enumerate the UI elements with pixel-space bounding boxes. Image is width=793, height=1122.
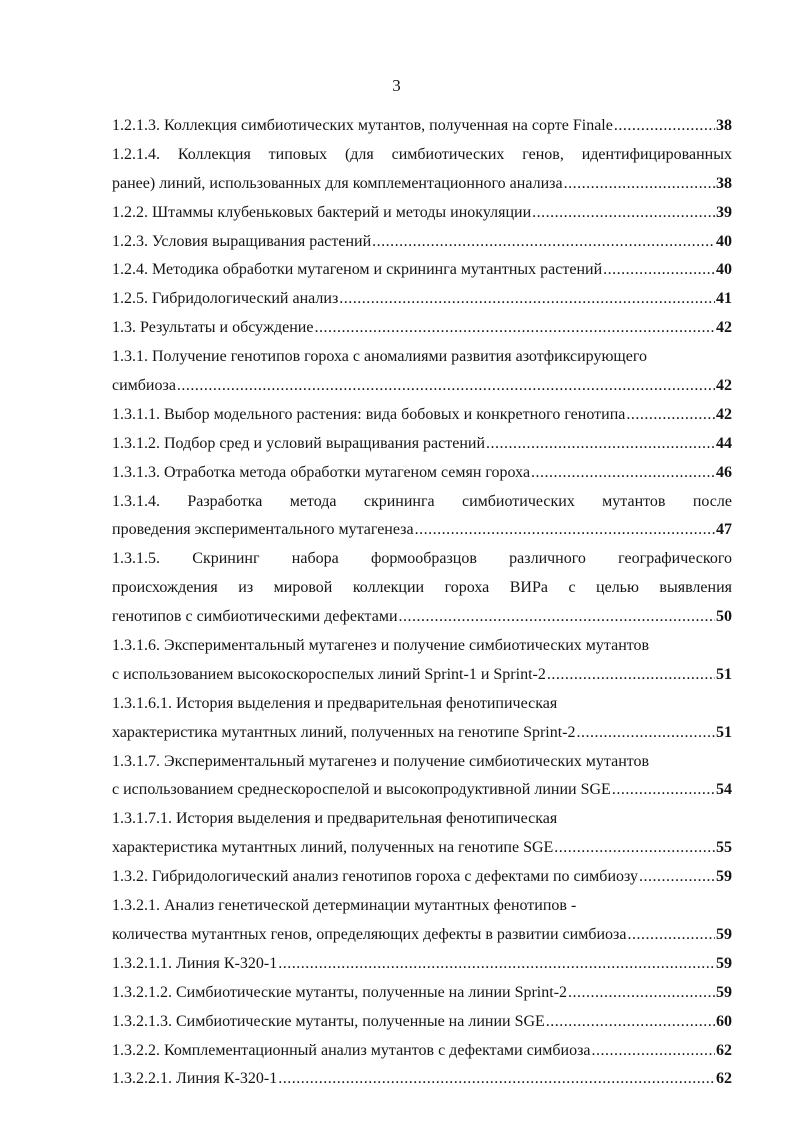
dot-leader	[177, 372, 715, 401]
toc-entry	[112, 314, 732, 343]
toc-entry-text: 1.2.1.3. Коллекция симбиотических мутантов, полученная на сорте Finale	[112, 117, 613, 134]
toc-page-number: 39	[716, 203, 732, 221]
toc-entry	[112, 401, 732, 430]
toc-page-number: 41	[716, 290, 732, 308]
toc-entry-text: 1.3.1.3. Отработка метода обработки мутагеном семян гороха	[112, 463, 531, 481]
toc-entry-text: 1.3.2.1.1. Линия К-320-1	[112, 954, 278, 972]
toc-entry	[112, 1008, 732, 1037]
toc-entry: происхождения из мировой коллекции гороха ВИРа с целью выявления	[112, 579, 732, 597]
dot-leader	[614, 112, 715, 141]
toc-entry-text: 1.3.2.2. Комплементационный анализ мутантов с дефектами симбиоза	[112, 1041, 591, 1059]
toc-entry	[112, 921, 732, 950]
toc-entry-text: количества мутантных генов, определяющих дефекты в развитии симбиоза	[112, 925, 627, 943]
toc-entry-text: 1.3.2.1.3. Симбиотические мутанты, полученные на линии SGE	[112, 1012, 545, 1030]
dot-leader	[278, 950, 715, 979]
toc-entry-text: проведения экспериментального мутагенеза	[112, 521, 414, 539]
toc-entry-text: характеристика мутантных линий, полученных на генотипе SGE	[112, 839, 554, 857]
table-of-contents	[112, 112, 732, 1094]
toc-entry	[112, 170, 732, 199]
toc-entry-text: ранее) линий, использованных для комплементационного анализа	[112, 174, 563, 192]
toc-entry-text: 1.2.2. Штаммы клубеньковых бактерий и методы инокуляции	[112, 203, 532, 221]
toc-page-number: 42	[716, 405, 732, 423]
toc-entry-text: 1.3.1.2. Подбор сред и условий выращивания растений	[112, 434, 486, 452]
toc-page-number: 60	[716, 1012, 732, 1030]
toc-entry-text: 1.2.3. Условия выращивания растений	[112, 232, 372, 250]
toc-page-number: 54	[716, 781, 732, 799]
toc-entry-text: 1.3.2. Гибридологический анализ генотипов гороха с дефектами по симбиозу	[112, 868, 638, 886]
toc-entry-text: 1.3.2.2.1. Линия К-320-1	[112, 1070, 278, 1088]
dot-leader	[314, 314, 715, 343]
toc-entry-text: генотипов с симбиотическими дефектами	[112, 608, 398, 626]
toc-entry	[112, 285, 732, 314]
toc-entry	[112, 1037, 732, 1066]
toc-page-number: 44	[716, 434, 732, 452]
toc-entry: 1.3.1. Получение генотипов гороха с аномалиями развития азотфиксирующего	[112, 348, 648, 366]
toc-page-number: 38	[716, 174, 732, 192]
toc-page-number: 55	[716, 839, 732, 857]
dot-leader	[372, 228, 715, 257]
toc-entry-text: характеристика мутантных линий, полученных на генотипе Sprint-2	[112, 723, 576, 741]
toc-entry	[112, 430, 732, 459]
toc-entry: 1.2.1.4. Коллекция типовых (для симбиотических генов, идентифицированных	[112, 145, 732, 163]
toc-page-number: 42	[716, 377, 732, 395]
dot-leader	[564, 170, 715, 199]
toc-entry	[112, 1065, 732, 1094]
toc-page-number: 62	[716, 1041, 732, 1059]
toc-page-number: 51	[716, 665, 732, 683]
toc-entry	[112, 979, 732, 1008]
dot-leader	[531, 459, 715, 488]
toc-page-number: 42	[716, 319, 732, 337]
toc-page-number: 59	[716, 868, 732, 886]
dot-leader	[603, 256, 715, 285]
toc-entry-text: 1.2.5. Гибридологический анализ	[112, 290, 339, 308]
toc-entry-text: 1.3.1.1. Выбор модельного растения: вида бобовых и конкретного генотипа	[112, 405, 626, 423]
toc-page-number: 59	[716, 925, 732, 943]
toc-page-number: 40	[716, 261, 732, 279]
toc-entry: 1.3.1.7.1. История выделения и предварительная фенотипическая	[112, 810, 558, 828]
toc-entry-text: симбиоза	[112, 377, 176, 395]
dot-leader	[399, 603, 715, 632]
toc-page-number: 62	[716, 1070, 732, 1088]
dot-leader	[577, 719, 715, 748]
toc-entry	[112, 112, 732, 141]
toc-entry	[112, 719, 732, 748]
dot-leader	[626, 401, 715, 430]
dot-leader	[278, 1065, 715, 1094]
toc-page-number: 59	[716, 954, 732, 972]
toc-page-number: 50	[716, 608, 732, 626]
dot-leader	[554, 834, 715, 863]
toc-entry	[112, 199, 732, 228]
dot-leader	[612, 776, 715, 805]
dot-leader	[546, 1008, 715, 1037]
toc-entry	[112, 863, 732, 892]
toc-page-number: 51	[716, 723, 732, 741]
toc-entry	[112, 661, 732, 690]
dot-leader	[415, 516, 715, 545]
toc-entry-text: с использованием высокоскороспелых линий Sprint-1 и Sprint-2	[112, 665, 546, 683]
toc-entry-text: 1.3.2.1.2. Симбиотические мутанты, полученные на линии Sprint-2	[112, 983, 568, 1001]
dot-leader	[592, 1037, 715, 1066]
toc-page-number: 47	[716, 521, 732, 539]
toc-page-number: 46	[716, 463, 732, 481]
toc-entry: 1.3.1.4. Разработка метода скрининга симбиотических мутантов после	[112, 492, 732, 510]
toc-entry	[112, 459, 732, 488]
toc-entry-text: 1.2.4. Методика обработки мутагеном и скрининга мутантных растений	[112, 261, 603, 279]
dot-leader	[547, 661, 715, 690]
toc-entry: 1.3.2.1. Анализ генетической детерминации мутантных фенотипов -	[112, 897, 577, 915]
toc-entry	[112, 603, 732, 632]
toc-page-number: 59	[716, 983, 732, 1001]
dot-leader	[532, 199, 715, 228]
toc-entry: 1.3.1.6. Экспериментальный мутагенез и получение симбиотических мутантов	[112, 637, 650, 655]
toc-entry: 1.3.1.5. Скрининг набора формообразцов различного географического	[112, 550, 732, 568]
toc-entry	[112, 372, 732, 401]
dot-leader	[639, 863, 715, 892]
toc-entry	[112, 776, 732, 805]
toc-entry-text: 1.3. Результаты и обсуждение	[112, 319, 314, 337]
page-number: 3	[392, 76, 401, 95]
toc-entry	[112, 256, 732, 285]
toc-entry	[112, 834, 732, 863]
toc-entry	[112, 950, 732, 979]
toc-entry: 1.3.1.6.1. История выделения и предварительная фенотипическая	[112, 694, 558, 712]
toc-page-number: 38	[716, 117, 732, 134]
dot-leader	[339, 285, 715, 314]
toc-page-number: 40	[716, 232, 732, 250]
dot-leader	[568, 979, 715, 1008]
dot-leader	[627, 921, 715, 950]
toc-entry: 1.3.1.7. Экспериментальный мутагенез и получение симбиотических мутантов	[112, 752, 650, 770]
toc-entry-text: с использованием среднескороспелой и высокопродуктивной линии SGE	[112, 781, 611, 799]
toc-entry	[112, 228, 732, 257]
toc-entry	[112, 516, 732, 545]
dot-leader	[486, 430, 715, 459]
